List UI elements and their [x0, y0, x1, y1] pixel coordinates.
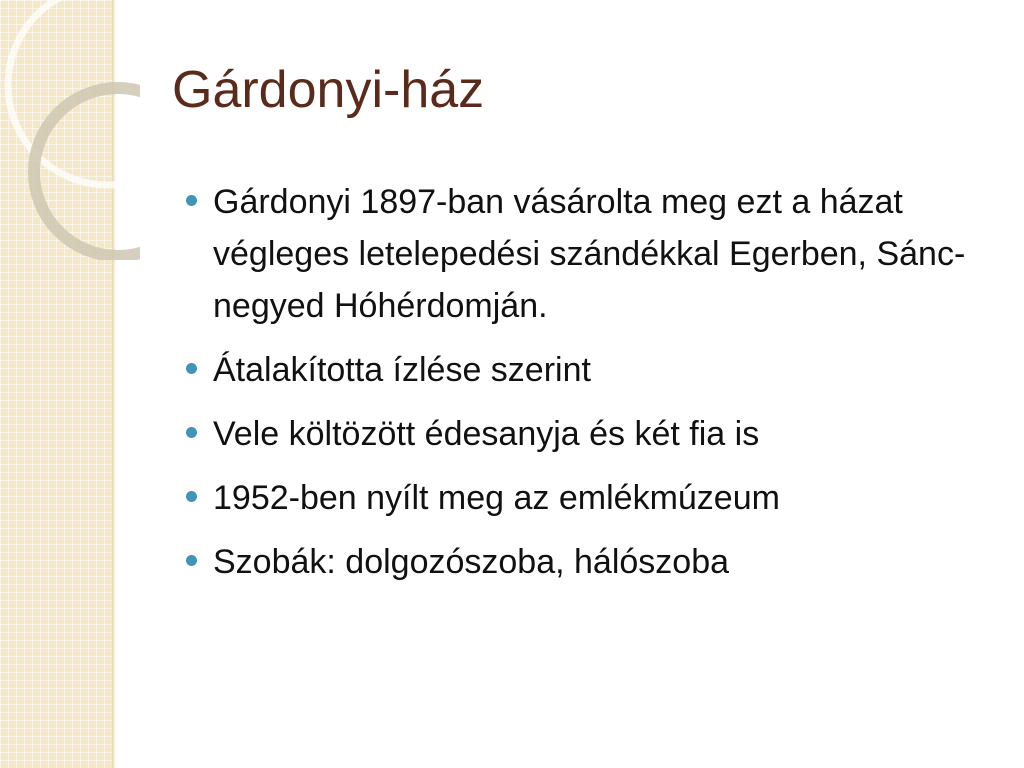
bullet-item [186, 408, 976, 460]
bullet-dot-icon [186, 555, 197, 566]
bullet-item [186, 472, 976, 524]
bullet-item [186, 536, 976, 588]
bullet-item [186, 344, 976, 396]
bullet-text: Gárdonyi 1897-ban vásárolta meg ezt a házat végleges letelepedési szándékkal Egerben, Sánc-negyed Hóhérdomján. [213, 183, 966, 325]
bullet-list [186, 176, 976, 600]
bullet-dot-icon [186, 427, 197, 438]
bullet-dot-icon [186, 363, 197, 374]
bullet-text: Átalakította ízlése szerint [213, 351, 591, 389]
decorative-rings [0, 0, 140, 260]
decorative-ring-small [34, 88, 140, 256]
slide-title: Gárdonyi-ház [172, 61, 485, 119]
bullet-text: Vele költözött édesanyja és két fia is [213, 415, 760, 453]
bullet-text: 1952-ben nyílt meg az emlékmúzeum [213, 479, 780, 517]
bullet-item [186, 176, 976, 332]
bullet-dot-icon [186, 195, 197, 206]
bullet-dot-icon [186, 491, 197, 502]
bullet-text: Szobák: dolgozószoba, hálószoba [213, 543, 730, 581]
